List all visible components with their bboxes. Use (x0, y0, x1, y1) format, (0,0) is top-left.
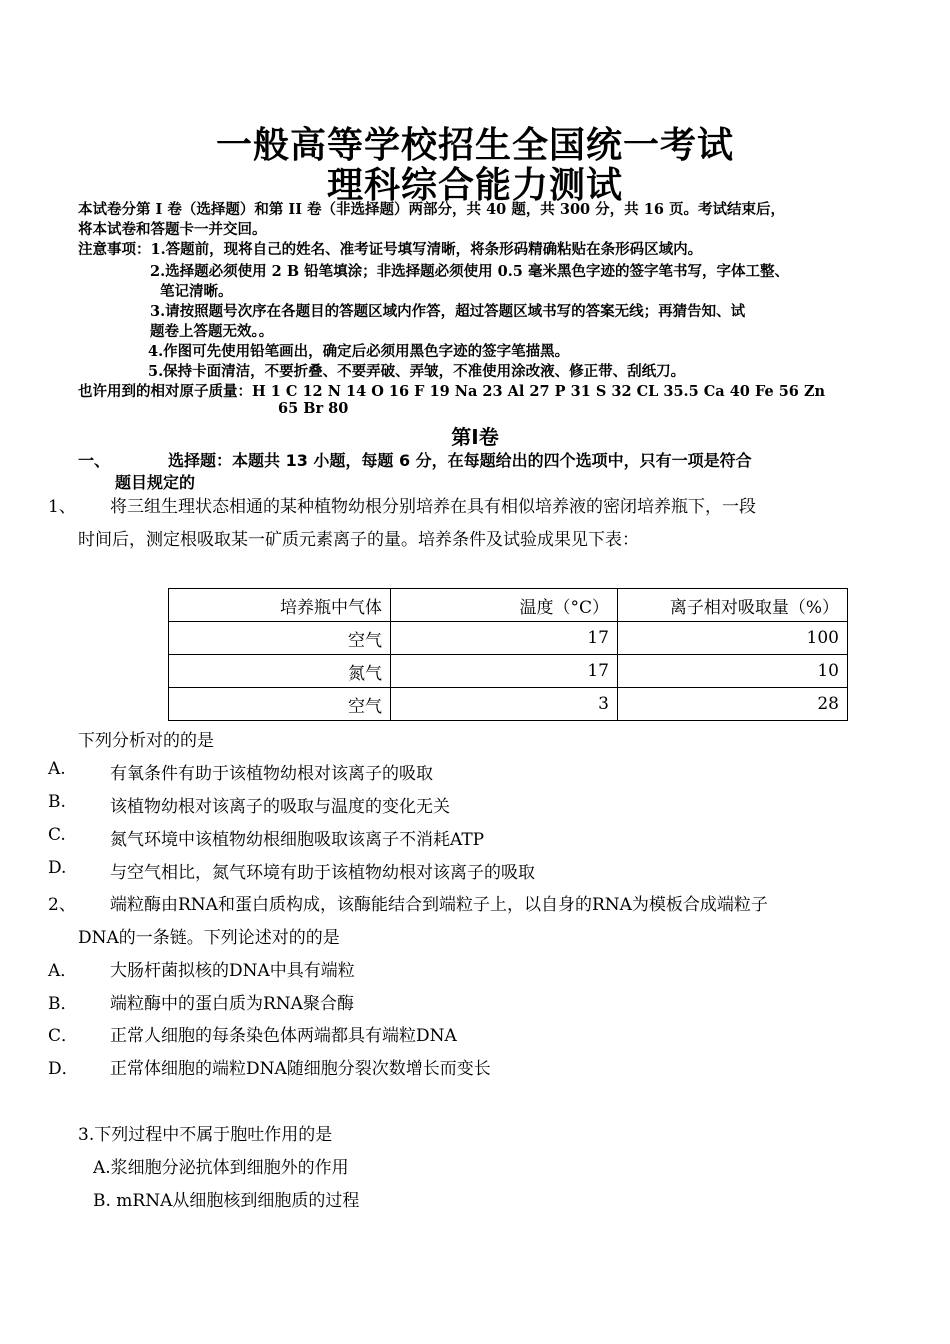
table-row (169, 622, 848, 655)
table-cell: 28 (618, 688, 848, 721)
note-4: 4.作图可先使用铅笔画出，确定后必须用黑色字迹的签字笔描黑。 (148, 343, 570, 360)
q2-option-c-letter: C． (48, 1026, 79, 1046)
table-cell: 10 (618, 655, 848, 688)
q2-option-b: 端粒酶中的蛋白质为RNA聚合酶 (110, 994, 354, 1014)
q1-prompt: 下列分析对的的是 (78, 731, 214, 751)
q3-option-b: B. mRNA从细胞核到细胞质的过程 (93, 1191, 360, 1211)
q1-option-d: 与空气相比，氮气环境有助于该植物幼根对该离子的吸取 (110, 863, 535, 883)
table-header: 培养瓶中气体 (169, 589, 391, 622)
q2-option-b-letter: B． (48, 994, 78, 1014)
exam-subtitle: 理科综合能力测试 (326, 165, 623, 206)
table-cell: 空气 (169, 688, 391, 721)
q1-option-c-letter: C. (48, 825, 66, 845)
table-cell: 17 (391, 622, 618, 655)
q2-option-d-letter: D． (48, 1059, 79, 1079)
table-row (169, 655, 848, 688)
table-header: 离子相对吸取量（%） (618, 589, 848, 622)
note-2: 2.选择题必须使用 2 B 铅笔填涂；非选择题必须使用 0.5 毫米黑色字迹的签字笔书写，字体工整、 (150, 263, 789, 280)
table-header-row (169, 589, 848, 622)
table-cell: 3 (391, 688, 618, 721)
part-number: 一、 (78, 451, 111, 470)
atomic-mass-line-1: 也许用到的相对原子质量：H 1 C 12 N 14 O 16 F 19 Na 23 Al 27 P 31 S 32 CL 35.5 Ca 40 Fe 56 Zn (78, 383, 826, 400)
q1-option-b-letter: B. (48, 792, 66, 812)
q1-option-a-letter: A. (48, 759, 66, 779)
q1-results-table (168, 588, 848, 721)
exam-title: 一般高等学校招生全国统一考试 (215, 125, 734, 166)
q1-text: 将三组生理状态相通的某种植物幼根分别培养在具有相似培养液的密闭培养瓶下，一段 (110, 497, 756, 517)
q3-option-a: A.浆细胞分泌抗体到细胞外的作用 (93, 1158, 349, 1178)
part-instructions-cont: 题目规定的 (115, 473, 196, 492)
note-3-cont: 题卷上答题无效。。 (150, 323, 274, 340)
table-row (169, 688, 848, 721)
intro-line-1: 本试卷分第 I 卷（选择题）和第 II 卷（非选择题）两部分，共 40 题，共 300 分，共 16 页。考试结束后， (78, 201, 785, 218)
note-3: 3.请按照题号次序在各题目的答题区域内作答，超过答题区域书写的答案无线；再猜告知、试 (150, 303, 746, 320)
q1-option-a: 有氧条件有助于该植物幼根对该离子的吸取 (110, 764, 433, 784)
q2-text: 端粒酶由RNA和蛋白质构成，该酶能结合到端粒子上，以自身的RNA为模板合成端粒子 (110, 895, 768, 915)
q2-option-c: 正常人细胞的每条染色体两端都具有端粒DNA (110, 1026, 457, 1046)
q1-option-b: 该植物幼根对该离子的吸取与温度的变化无关 (110, 797, 450, 817)
atomic-mass-line-2: 65 Br 80 (278, 400, 349, 417)
table-cell: 空气 (169, 622, 391, 655)
q2-number: 2、 (48, 895, 76, 915)
q1-number: 1、 (48, 497, 76, 517)
q1-option-d-letter: D. (48, 858, 67, 878)
table-cell: 氮气 (169, 655, 391, 688)
table-cell: 17 (391, 655, 618, 688)
q1-text-cont: 时间后，测定根吸取某一矿质元素离子的量。培养条件及试验成果见下表： (78, 530, 639, 550)
q2-text-cont: DNA的一条链。下列论述对的的是 (78, 928, 340, 948)
note-1: 注意事项：1.答题前，现将自己的姓名、准考证号填写清晰，将条形码精确粘贴在条形码区域内。 (78, 241, 703, 258)
note-5: 5.保持卡面清洁，不要折叠、不要弄破、弄皱，不准使用涂改液、修正带、刮纸刀。 (148, 363, 686, 380)
q2-option-a-letter: A． (48, 961, 78, 981)
q1-option-c: 氮气环境中该植物幼根细胞吸取该离子不消耗ATP (110, 830, 485, 850)
note-2-cont: 笔记清晰。 (160, 283, 233, 300)
q3-text: 3.下列过程中不属于胞吐作用的是 (78, 1125, 333, 1145)
section-heading: 第Ⅰ卷 (451, 425, 499, 449)
q2-option-a: 大肠杆菌拟核的DNA中具有端粒 (110, 961, 355, 981)
intro-line-2: 将本试卷和答题卡一并交回。 (78, 221, 267, 238)
part-instructions: 选择题：本题共 13 小题，每题 6 分，在每题给出的四个选项中，只有一项是符合 (168, 451, 752, 470)
table-header: 温度（°C） (391, 589, 618, 622)
q2-option-d: 正常体细胞的端粒DNA随细胞分裂次数增长而变长 (110, 1059, 491, 1079)
table-cell: 100 (618, 622, 848, 655)
